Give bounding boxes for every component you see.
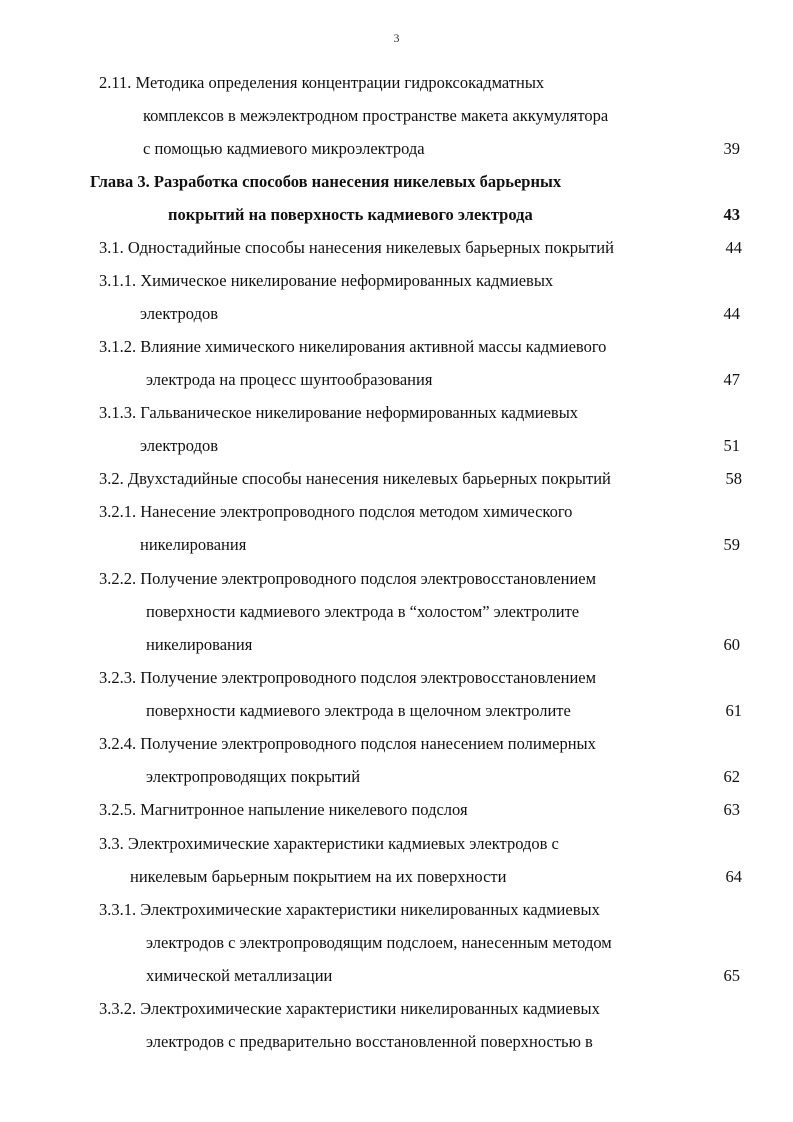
toc-entry-page: 61 — [725, 701, 742, 720]
toc-entry-line: покрытий на поверхность кадмиевого электрода — [168, 205, 533, 224]
page-number: 3 — [393, 31, 400, 45]
toc-entry-line: 3.1.3. Гальваническое никелирование неформированных кадмиевых — [99, 403, 579, 422]
toc-entry-line: 2.11. Методика определения концентрации гидроксокадматных — [99, 73, 545, 92]
toc-entry-page: 62 — [723, 767, 740, 786]
toc-entry-line: никелирования — [140, 535, 247, 554]
toc-entry-line: никелирования — [146, 635, 253, 654]
toc-entry-line: комплексов в межэлектродном пространстве макета аккумулятора — [143, 106, 609, 125]
toc-entry-line: 3.2.3. Получение электропроводного подслоя электровосстановлением — [99, 668, 597, 687]
toc-entry-page: 65 — [723, 966, 740, 985]
toc-entry-page: 44 — [725, 238, 742, 257]
toc-entry-line: 3.2.5. Магнитронное напыление никелевого подслоя — [99, 800, 468, 819]
toc-entry-line: электродов — [140, 304, 219, 323]
toc-entry-line: с помощью кадмиевого микроэлектрода — [143, 139, 425, 158]
toc-entry-line: 3.2.1. Нанесение электропроводного подслоя методом химического — [99, 502, 573, 521]
toc-entry-line: электродов с электропроводящим подслоем, нанесенным методом — [146, 933, 612, 952]
toc-entry-page: 43 — [723, 205, 740, 224]
toc-entry-page: 64 — [725, 867, 742, 886]
toc-entry-line: электрода на процесс шунтообразования — [146, 370, 433, 389]
toc-entry-line: поверхности кадмиевого электрода в щелочном электролите — [146, 701, 571, 720]
toc-entry-line: 3.3.2. Электрохимические характеристики никелированных кадмиевых — [99, 999, 600, 1018]
toc-entry-page: 44 — [723, 304, 740, 323]
toc-entry-page: 63 — [723, 800, 740, 819]
toc-entry-line: никелевым барьерным покрытием на их поверхности — [130, 867, 507, 886]
toc-entry-page: 51 — [723, 436, 740, 455]
toc-entry-page: 47 — [723, 370, 740, 389]
toc-entry-line: 3.1.1. Химическое никелирование неформированных кадмиевых — [99, 271, 554, 290]
toc-entry-page: 58 — [725, 469, 742, 488]
toc-entry-line: электродов с предварительно восстановленной поверхностью в — [146, 1032, 593, 1051]
toc-entry-line: 3.3. Электрохимические характеристики кадмиевых электродов с — [99, 834, 559, 853]
toc-entry-line: электродов — [140, 436, 219, 455]
toc-entry-line: 3.1. Одностадийные способы нанесения никелевых барьерных покрытий — [99, 238, 614, 257]
toc-entry-line: 3.2.2. Получение электропроводного подслоя электровосстановлением — [99, 569, 597, 588]
toc-entry-line: 3.2. Двухстадийные способы нанесения никелевых барьерных покрытий — [99, 469, 611, 488]
toc-entry-page: 60 — [723, 635, 740, 654]
toc-entry-line: 3.3.1. Электрохимические характеристики никелированных кадмиевых — [99, 900, 600, 919]
toc-entry-line: Глава 3. Разработка способов нанесения никелевых барьерных — [90, 172, 562, 191]
toc-entry-line: 3.2.4. Получение электропроводного подслоя нанесением полимерных — [99, 734, 596, 753]
toc-entry-line: 3.1.2. Влияние химического никелирования активной массы кадмиевого — [99, 337, 607, 356]
toc-entry-page: 59 — [723, 535, 740, 554]
toc-entry-line: электропроводящих покрытий — [146, 767, 361, 786]
toc-entry-line: поверхности кадмиевого электрода в “холостом” электролите — [146, 602, 580, 621]
toc-entry-line: химической металлизации — [146, 966, 333, 985]
toc-entry-page: 39 — [723, 139, 740, 158]
